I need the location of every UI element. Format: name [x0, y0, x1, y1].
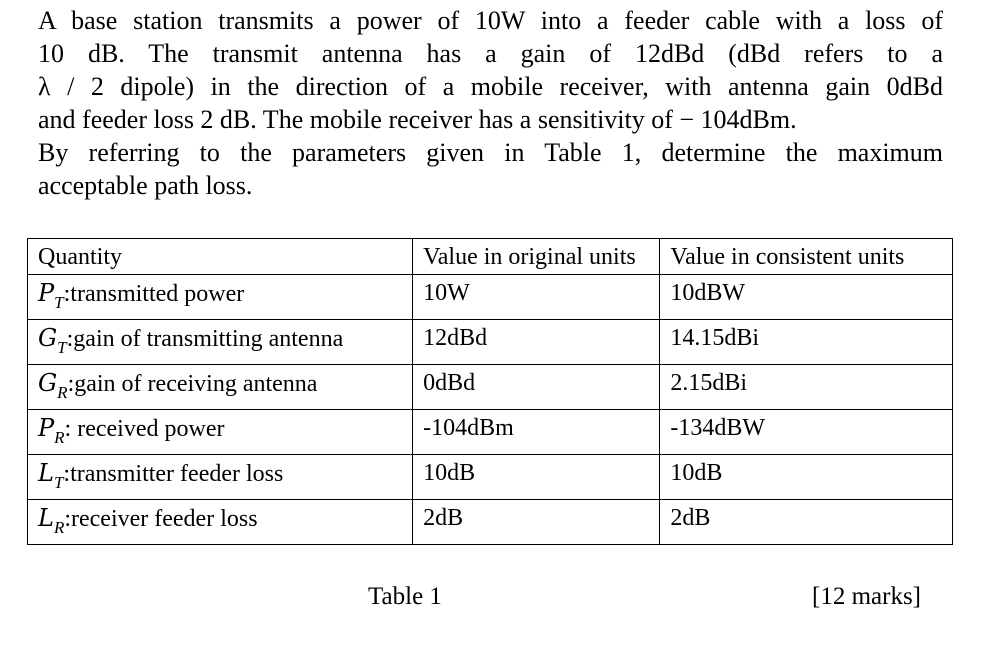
quantity-cell	[28, 455, 413, 500]
table-row	[28, 455, 953, 500]
header-quantity: Quantity	[28, 239, 413, 275]
quantity-cell	[28, 410, 413, 455]
quantity-subscript: T	[57, 338, 67, 357]
quantity-symbol: P	[38, 279, 55, 307]
quantity-label: :transmitted power	[63, 281, 245, 307]
quantity-symbol: G	[38, 369, 58, 397]
table-row	[28, 320, 953, 365]
table-row	[28, 500, 953, 545]
question-line-3: λ / 2 dipole) in the direction of a mobile receiver, with antenna gain 0dBd	[38, 72, 943, 101]
quantity-symbol: L	[38, 504, 54, 532]
quantity-subscript: T	[53, 473, 64, 492]
consistent-value-cell: 2dB	[660, 500, 953, 545]
original-value-cell: -104dBm	[413, 410, 660, 455]
quantity-symbol: L	[38, 459, 54, 487]
question-line-4: and feeder loss 2 dB. The mobile receiver has a sensitivity of − 104dBm.	[38, 105, 797, 134]
table-row	[28, 410, 953, 455]
quantity-label: :gain of receiving antenna	[67, 371, 318, 397]
header-original-units: Value in original units	[413, 239, 660, 275]
quantity-symbol: G	[38, 324, 58, 352]
original-value-cell: 0dBd	[413, 365, 660, 410]
quantity-label: : received power	[64, 416, 225, 442]
consistent-value-cell: 14.15dBi	[660, 320, 953, 365]
original-value-cell: 12dBd	[413, 320, 660, 365]
question-line-2: 10 dB. The transmit antenna has a gain of 12dBd (dBd refers to a	[38, 39, 943, 68]
quantity-cell	[28, 320, 413, 365]
question-line-1: A base station transmits a power of 10W into a feeder cable with a loss of	[38, 6, 943, 35]
consistent-value-cell: 10dBW	[660, 275, 953, 320]
parameters-table	[27, 238, 953, 545]
table-caption: Table 1	[368, 583, 442, 610]
marks-label: [12 marks]	[812, 583, 921, 610]
question-line-5: By referring to the parameters given in Table 1, determine the maximum	[38, 138, 943, 167]
question-line-6: acceptable path loss.	[38, 171, 253, 200]
consistent-value-cell: -134dBW	[660, 410, 953, 455]
original-value-cell: 10W	[413, 275, 660, 320]
header-consistent-units: Value in consistent units	[660, 239, 953, 275]
table-header-row	[28, 239, 953, 275]
quantity-label: :receiver feeder loss	[64, 506, 258, 532]
question-text	[38, 4, 943, 202]
consistent-value-cell: 2.15dBi	[660, 365, 953, 410]
quantity-cell	[28, 500, 413, 545]
quantity-subscript: T	[54, 293, 64, 312]
quantity-subscript: R	[54, 428, 65, 447]
consistent-value-cell: 10dB	[660, 455, 953, 500]
quantity-symbol: P	[38, 414, 55, 442]
table-row	[28, 275, 953, 320]
quantity-subscript: R	[53, 518, 65, 537]
original-value-cell: 10dB	[413, 455, 660, 500]
quantity-subscript: R	[57, 383, 68, 402]
quantity-label: :gain of transmitting antenna	[66, 326, 344, 352]
quantity-cell	[28, 275, 413, 320]
quantity-label: :transmitter feeder loss	[63, 461, 284, 487]
table-row	[28, 365, 953, 410]
original-value-cell: 2dB	[413, 500, 660, 545]
quantity-cell	[28, 365, 413, 410]
